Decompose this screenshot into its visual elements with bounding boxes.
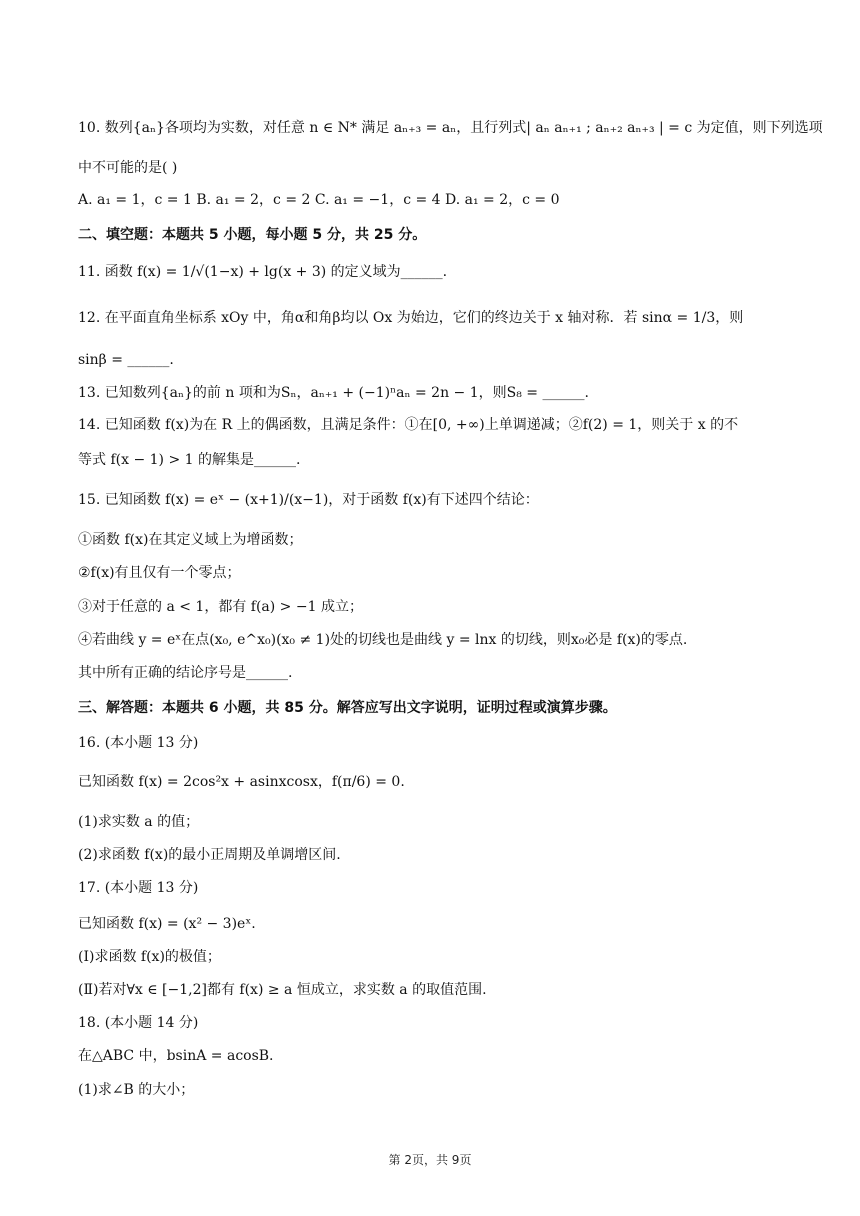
q15-statement-4: ④若曲线 y = eˣ在点(x₀, e^x₀)(x₀ ≠ 1)处的切线也是曲线 y = lnx 的切线，则x₀必是 f(x)的零点. bbox=[78, 632, 688, 648]
q13: 13. 已知数列{aₙ}的前 n 项和为Sₙ，aₙ₊₁ + (−1)ⁿaₙ = 2n − 1，则S₈ = ______. bbox=[78, 385, 589, 401]
q15-statement-2: ②f(x)有且仅有一个零点； bbox=[78, 565, 241, 581]
q14-line1: 14. 已知函数 f(x)为在 R 上的偶函数，且满足条件：①在[0, +∞)上单调递减；②f(2) = 1，则关于 x 的不 bbox=[78, 417, 739, 433]
q15-stem: 15. 已知函数 f(x) = eˣ − (x+1)/(x−1)，对于函数 f(x)有下述四个结论： bbox=[78, 492, 539, 508]
q17-header: 17. (本小题 13 分) bbox=[78, 880, 199, 896]
section-solve-heading: 三、解答题：本题共 6 小题，共 85 分。解答应写出文字说明，证明过程或演算步骤。 bbox=[78, 700, 617, 716]
q16-stem: 已知函数 f(x) = 2cos²x + asinxcosx，f(π/6) = 0. bbox=[78, 774, 405, 790]
q10-stem-line1: 10. 数列{aₙ}各项均为实数，对任意 n ∈ N* 满足 aₙ₊₃ = aₙ，且行列式| aₙ aₙ₊₁ ; aₙ₊₂ aₙ₊₃ | = c 为定值，则下列选项 bbox=[78, 120, 823, 136]
q15-statement-3: ③对于任意的 a < 1，都有 f(a) > −1 成立； bbox=[78, 599, 363, 615]
q11: 11. 函数 f(x) = 1/√(1−x) + lg(x + 3) 的定义域为______. bbox=[78, 264, 448, 280]
q14-line2: 等式 f(x − 1) > 1 的解集是______. bbox=[78, 452, 301, 468]
page-footer: 第 2页，共 9页 bbox=[388, 1153, 472, 1167]
q18-header: 18. (本小题 14 分) bbox=[78, 1015, 199, 1031]
q10-options: A. a₁ = 1，c = 1 B. a₁ = 2，c = 2 C. a₁ = −1，c = 4 D. a₁ = 2，c = 0 bbox=[78, 192, 560, 208]
q17-part2: (Ⅱ)若对∀x ∈ [−1,2]都有 f(x) ≥ a 恒成立，求实数 a 的取值范围. bbox=[78, 982, 487, 998]
q10-stem-line2: 中不可能的是( ) bbox=[78, 160, 178, 176]
q18-stem: 在△ABC 中，bsinA = acosB. bbox=[78, 1048, 274, 1064]
q16-part1: (1)求实数 a 的值； bbox=[78, 814, 200, 830]
q15-statement-1: ①函数 f(x)在其定义域上为增函数； bbox=[78, 532, 303, 548]
q17-part1: (Ⅰ)求函数 f(x)的极值； bbox=[78, 949, 221, 965]
q15-prompt: 其中所有正确的结论序号是______. bbox=[78, 665, 293, 681]
q16-header: 16. (本小题 13 分) bbox=[78, 735, 199, 751]
q12-line1: 12. 在平面直角坐标系 xOy 中，角α和角β均以 Ox 为始边，它们的终边关于 x 轴对称．若 sinα = 1/3，则 bbox=[78, 310, 744, 326]
q12-line2: sinβ = ______. bbox=[78, 352, 174, 368]
section-fill-in-heading: 二、填空题：本题共 5 小题，每小题 5 分，共 25 分。 bbox=[78, 227, 427, 243]
q18-part1: (1)求∠B 的大小； bbox=[78, 1082, 195, 1098]
q16-part2: (2)求函数 f(x)的最小正周期及单调增区间. bbox=[78, 847, 341, 863]
q17-stem: 已知函数 f(x) = (x² − 3)eˣ. bbox=[78, 916, 256, 932]
